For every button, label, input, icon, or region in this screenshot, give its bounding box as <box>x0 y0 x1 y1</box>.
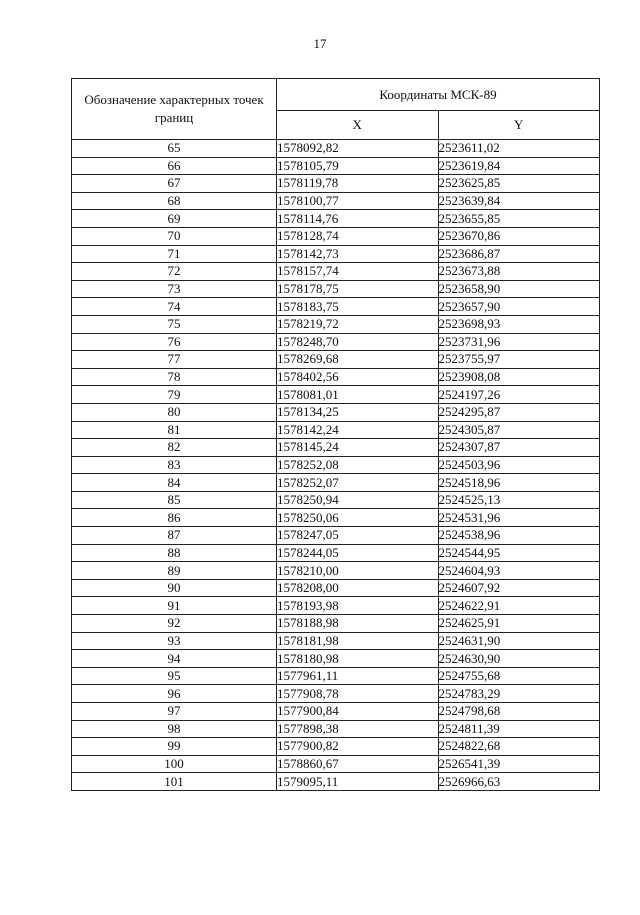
y-coordinate: 2524307,87 <box>438 439 600 457</box>
y-coordinate: 2523673,88 <box>438 263 600 281</box>
x-coordinate: 1578252,08 <box>277 456 439 474</box>
table-row <box>72 755 600 773</box>
table-row <box>72 403 600 421</box>
x-coordinate: 1578402,56 <box>277 368 439 386</box>
y-coordinate: 2523619,84 <box>438 157 600 175</box>
table-row <box>72 421 600 439</box>
point-number: 91 <box>72 597 277 615</box>
x-coordinate: 1578178,75 <box>277 280 439 298</box>
point-number: 75 <box>72 315 277 333</box>
table-row <box>72 474 600 492</box>
y-coordinate: 2524607,92 <box>438 579 600 597</box>
point-number: 86 <box>72 509 277 527</box>
table-header <box>72 79 600 140</box>
x-coordinate: 1578142,24 <box>277 421 439 439</box>
y-coordinate: 2524631,90 <box>438 632 600 650</box>
coordinates-table <box>71 78 600 791</box>
table-row <box>72 632 600 650</box>
x-coordinate: 1578208,00 <box>277 579 439 597</box>
x-coordinate: 1578219,72 <box>277 315 439 333</box>
y-coordinate: 2524518,96 <box>438 474 600 492</box>
y-coordinate: 2524538,96 <box>438 527 600 545</box>
point-number: 80 <box>72 403 277 421</box>
table-row <box>72 597 600 615</box>
point-number: 96 <box>72 685 277 703</box>
x-coordinate: 1578180,98 <box>277 650 439 668</box>
table-row <box>72 192 600 210</box>
table-row <box>72 210 600 228</box>
x-coordinate: 1578860,67 <box>277 755 439 773</box>
y-coordinate: 2524822,68 <box>438 738 600 756</box>
point-number: 87 <box>72 527 277 545</box>
x-coordinate: 1578269,68 <box>277 351 439 369</box>
point-number: 95 <box>72 667 277 685</box>
point-number: 81 <box>72 421 277 439</box>
table-row <box>72 175 600 193</box>
y-coordinate: 2524811,39 <box>438 720 600 738</box>
x-coordinate: 1578142,73 <box>277 245 439 263</box>
y-coordinate: 2523731,96 <box>438 333 600 351</box>
point-number: 76 <box>72 333 277 351</box>
point-number: 99 <box>72 738 277 756</box>
point-number: 101 <box>72 773 277 791</box>
x-coordinate: 1578250,06 <box>277 509 439 527</box>
point-number: 66 <box>72 157 277 175</box>
x-coordinate: 1578188,98 <box>277 615 439 633</box>
point-number: 92 <box>72 615 277 633</box>
table-row <box>72 333 600 351</box>
point-number: 85 <box>72 491 277 509</box>
y-coordinate: 2523639,84 <box>438 192 600 210</box>
header-point-designation: Обозначение характерных точек границ <box>72 79 277 140</box>
y-coordinate: 2523908,08 <box>438 368 600 386</box>
y-coordinate: 2524544,95 <box>438 544 600 562</box>
x-coordinate: 1578119,78 <box>277 175 439 193</box>
y-coordinate: 2524630,90 <box>438 650 600 668</box>
x-coordinate: 1578247,05 <box>277 527 439 545</box>
x-coordinate: 1578210,00 <box>277 562 439 580</box>
table-row <box>72 720 600 738</box>
table-row <box>72 157 600 175</box>
point-number: 84 <box>72 474 277 492</box>
x-coordinate: 1579095,11 <box>277 773 439 791</box>
point-number: 71 <box>72 245 277 263</box>
x-coordinate: 1578092,82 <box>277 140 439 158</box>
table-row <box>72 685 600 703</box>
y-coordinate: 2524295,87 <box>438 403 600 421</box>
point-number: 74 <box>72 298 277 316</box>
table-row <box>72 263 600 281</box>
point-number: 65 <box>72 140 277 158</box>
table-row <box>72 280 600 298</box>
table-row <box>72 351 600 369</box>
point-number: 88 <box>72 544 277 562</box>
x-coordinate: 1578183,75 <box>277 298 439 316</box>
y-coordinate: 2523625,85 <box>438 175 600 193</box>
point-number: 89 <box>72 562 277 580</box>
y-coordinate: 2523658,90 <box>438 280 600 298</box>
point-number: 100 <box>72 755 277 773</box>
table-row <box>72 439 600 457</box>
point-number: 93 <box>72 632 277 650</box>
point-number: 70 <box>72 227 277 245</box>
table-row <box>72 298 600 316</box>
table-row <box>72 579 600 597</box>
y-coordinate: 2524197,26 <box>438 386 600 404</box>
x-coordinate: 1577900,82 <box>277 738 439 756</box>
table-row <box>72 140 600 158</box>
y-coordinate: 2524798,68 <box>438 703 600 721</box>
table-row <box>72 368 600 386</box>
table-row <box>72 615 600 633</box>
table-row <box>72 456 600 474</box>
y-coordinate: 2523657,90 <box>438 298 600 316</box>
y-coordinate: 2524755,68 <box>438 667 600 685</box>
x-coordinate: 1578114,76 <box>277 210 439 228</box>
table-row <box>72 245 600 263</box>
x-coordinate: 1578105,79 <box>277 157 439 175</box>
point-number: 98 <box>72 720 277 738</box>
header-y: Y <box>438 111 600 140</box>
table-row <box>72 738 600 756</box>
y-coordinate: 2524783,29 <box>438 685 600 703</box>
x-coordinate: 1577900,84 <box>277 703 439 721</box>
y-coordinate: 2523755,97 <box>438 351 600 369</box>
table-row <box>72 703 600 721</box>
table-row <box>72 227 600 245</box>
table-row <box>72 562 600 580</box>
table-row <box>72 544 600 562</box>
table-row <box>72 667 600 685</box>
x-coordinate: 1577898,38 <box>277 720 439 738</box>
header-coordinates: Координаты МСК-89 <box>277 79 600 111</box>
x-coordinate: 1578248,70 <box>277 333 439 351</box>
point-number: 78 <box>72 368 277 386</box>
table-row <box>72 773 600 791</box>
y-coordinate: 2524525,13 <box>438 491 600 509</box>
x-coordinate: 1578128,74 <box>277 227 439 245</box>
point-number: 73 <box>72 280 277 298</box>
y-coordinate: 2523655,85 <box>438 210 600 228</box>
x-coordinate: 1578250,94 <box>277 491 439 509</box>
y-coordinate: 2524622,91 <box>438 597 600 615</box>
table-row <box>72 650 600 668</box>
table-row <box>72 386 600 404</box>
y-coordinate: 2524604,93 <box>438 562 600 580</box>
table-row <box>72 527 600 545</box>
table-row <box>72 491 600 509</box>
y-coordinate: 2524305,87 <box>438 421 600 439</box>
point-number: 72 <box>72 263 277 281</box>
header-x: X <box>277 111 439 140</box>
point-number: 94 <box>72 650 277 668</box>
y-coordinate: 2524625,91 <box>438 615 600 633</box>
point-number: 67 <box>72 175 277 193</box>
x-coordinate: 1578134,25 <box>277 403 439 421</box>
y-coordinate: 2526966,63 <box>438 773 600 791</box>
point-number: 90 <box>72 579 277 597</box>
x-coordinate: 1578181,98 <box>277 632 439 650</box>
point-number: 68 <box>72 192 277 210</box>
table-row <box>72 509 600 527</box>
point-number: 79 <box>72 386 277 404</box>
x-coordinate: 1578252,07 <box>277 474 439 492</box>
point-number: 82 <box>72 439 277 457</box>
y-coordinate: 2523698,93 <box>438 315 600 333</box>
point-number: 97 <box>72 703 277 721</box>
page-number: 17 <box>313 36 327 51</box>
y-coordinate: 2524503,96 <box>438 456 600 474</box>
y-coordinate: 2524531,96 <box>438 509 600 527</box>
x-coordinate: 1578145,24 <box>277 439 439 457</box>
y-coordinate: 2523686,87 <box>438 245 600 263</box>
x-coordinate: 1578081,01 <box>277 386 439 404</box>
x-coordinate: 1578100,77 <box>277 192 439 210</box>
x-coordinate: 1578157,74 <box>277 263 439 281</box>
point-number: 83 <box>72 456 277 474</box>
x-coordinate: 1578244,05 <box>277 544 439 562</box>
point-number: 69 <box>72 210 277 228</box>
table-body <box>72 140 600 791</box>
x-coordinate: 1577908,78 <box>277 685 439 703</box>
table-row <box>72 315 600 333</box>
y-coordinate: 2523611,02 <box>438 140 600 158</box>
header-row-top <box>72 79 600 111</box>
x-coordinate: 1577961,11 <box>277 667 439 685</box>
x-coordinate: 1578193,98 <box>277 597 439 615</box>
y-coordinate: 2523670,86 <box>438 227 600 245</box>
y-coordinate: 2526541,39 <box>438 755 600 773</box>
point-number: 77 <box>72 351 277 369</box>
